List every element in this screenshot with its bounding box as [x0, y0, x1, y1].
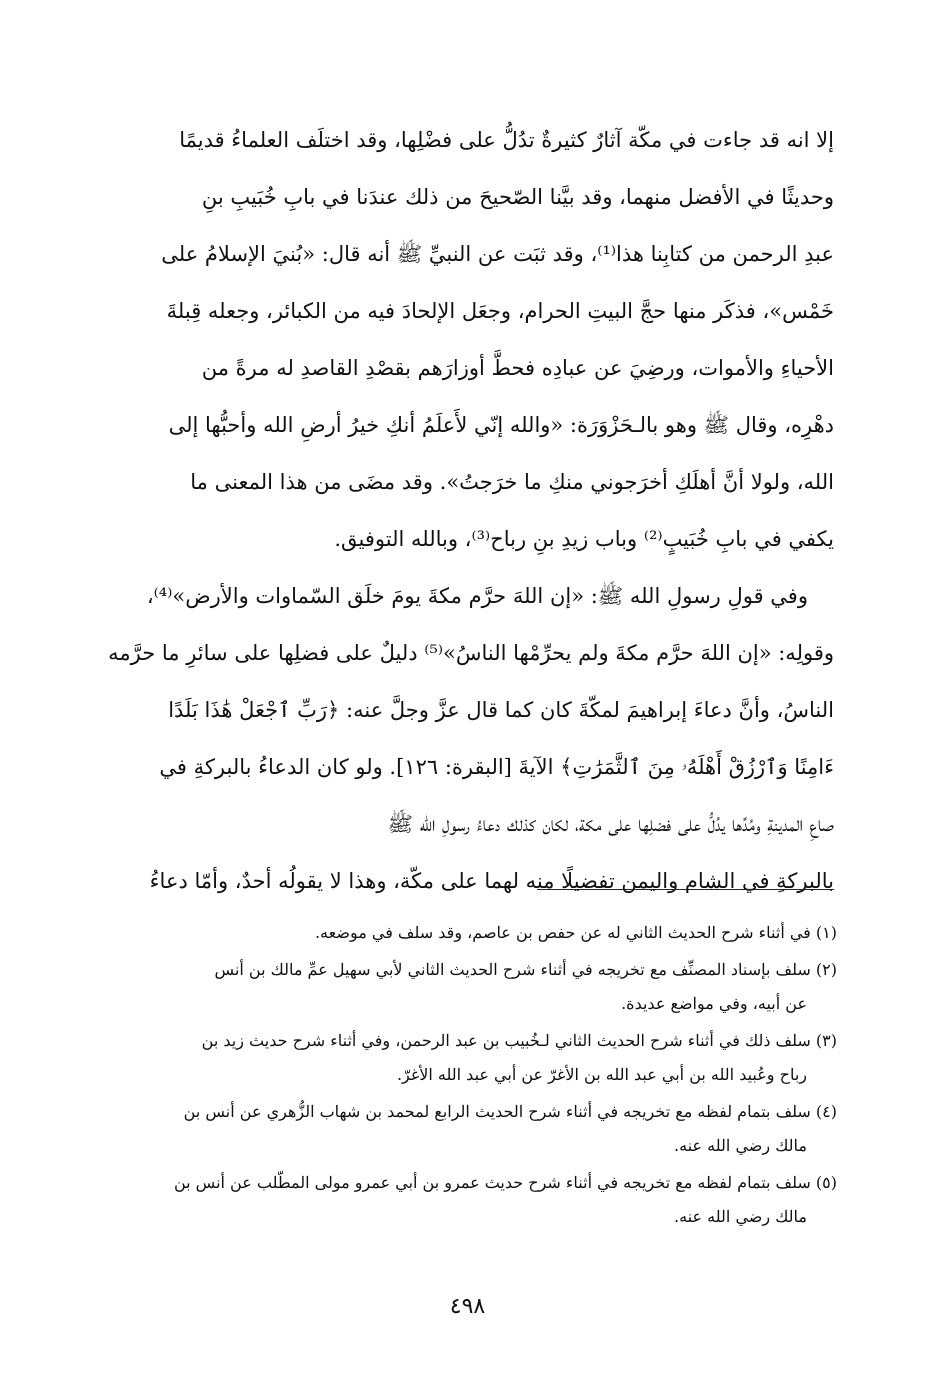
- text-line: ءَامِنًا وَٱرْزُقْ أَهْلَهُۥ مِنَ ٱلثَّمَرَٰتِ﴾ الآيةَ [البقرة: ١٢٦]. ولو كان الدعاءُ بالبركةِ في: [159, 755, 834, 779]
- footnote-line: مالك رضي الله عنه.: [674, 1207, 807, 1226]
- text-line: وقولِه: «إن اللهَ حرَّم مكةَ ولم يحرِّمْها الناسُ»⁽⁵⁾ دليلٌ على فضلِها على سائرِ ما حرَّمه: [108, 641, 834, 665]
- text-line: الأحياءِ والأموات، ورضِيَ عن عبادِه فحطَّ أوزارَهم بقصْدِ القاصدِ له مرةً من: [201, 356, 834, 380]
- text-line: إلا انه قد جاءت في مكّة آثارٌ كثيرةٌ تدُلُّ على فضْلِها، وقد اختلَف العلماءُ قديمًا: [179, 128, 834, 152]
- main-text: [82, 112, 834, 910]
- text-line: خَمْس»، فذكَر منها حجَّ البيتِ الحرام، وجعَل الإلحادَ فيه من الكبائر، وجعله قِبلةَ: [166, 299, 834, 323]
- text-line: الناسُ، وأنَّ دعاءَ إبراهيمَ لمكّةَ كان كما قال عزَّ وجلَّ عنه: ﴿رَبِّ ٱجْعَلْ هَٰذَا بَلَدًا: [168, 698, 834, 722]
- footnote-5: [92, 1166, 837, 1234]
- footnote-line: (٥) سلف بتمام لفظه مع تخريجه في أثناء شرح حديث عمرو بن أبي عمرو مولى المطّلب عن أنس بن: [173, 1173, 837, 1192]
- footnote-line: (٣) سلف ذلك في أثناء شرح الحديث الثاني لـخُبيب بن عبد الرحمن، وفي أثناء شرح حديث زيد بن: [201, 1031, 837, 1050]
- text-line: وحديثًا في الأفضل منهما، وقد بيَّنا الصّحيحَ من ذلك عندَنا في بابِ خُبَيبِ بنِ: [201, 185, 834, 209]
- text-line: الله، ولولا أنَّ أهلَكِ أخرَجوني منكِ ما خرَجتُ». وقد مضَى من هذا المعنى ما: [190, 470, 834, 494]
- footnote-line: عن أبيه، وفي مواضع عديدة.: [621, 994, 807, 1013]
- footnote-line: (٢) سلف بإسناد المصنِّف مع تخريجه في أثناء شرح الحديث الثاني لأبي سهيل عمِّ مالك بن أنس: [214, 960, 837, 979]
- text-line: عبدِ الرحمن من كتابِنا هذا⁽¹⁾، وقد ثبَت عن النبيِّ ﷺ أنه قال: «بُنيَ الإسلامُ على: [161, 242, 834, 266]
- text-line: يكفي في بابِ خُبَيبٍ⁽²⁾ وباب زيدِ بنِ رباح⁽³⁾، وبالله التوفيق.: [334, 527, 834, 551]
- footnotes: [92, 916, 837, 1237]
- footnote-line: مالك رضي الله عنه.: [674, 1136, 807, 1155]
- footnote-1: [92, 916, 837, 950]
- text-line: دهْرِه، وقال ﷺ وهو بالـحَزْوَرَة: «والله إنّي لأَعلَمُ أنكِ خيرُ أرضِ الله وأحبُّها إلى: [168, 413, 834, 437]
- footnote-separator: [537, 889, 834, 890]
- footnote-line: رباح وعُبيد الله بن أبي عبد الله بن الأغرّ عن أبي عبد الله الأغرّ.: [396, 1065, 807, 1084]
- footnote-4: [92, 1095, 837, 1163]
- footnote-line: (١) في أثناء شرح الحديث الثاني له عن حفص بن عاصم، وقد سلف في موضعه.: [314, 923, 837, 942]
- footnote-line: (٤) سلف بتمام لفظه مع تخريجه في أثناء شرح الحديث الرابع لمحمد بن شهاب الزُّهري عن أنس بن: [183, 1102, 837, 1121]
- text-line: صاعِ المدينةِ ومُدِّها يدُلُّ على فضلِها على مكة، لكان كذلك دعاءُ رسولِ الله ﷺ: [387, 812, 834, 836]
- page-number: ٤٩٨: [449, 1294, 486, 1319]
- footnote-2: [92, 953, 837, 1021]
- footnote-3: [92, 1024, 837, 1092]
- text-line: بالبركةِ في الشام واليمن تفضيلًا منه لهما على مكّة، وهذا لا يقولُه أحدٌ، وأمّا دعاءُ: [149, 869, 834, 893]
- text-line: وفي قولِ رسولِ الله ﷺ: «إن اللهَ حرَّم مكةَ يومَ خلَق السّماوات والأرض»⁽⁴⁾،: [146, 584, 808, 608]
